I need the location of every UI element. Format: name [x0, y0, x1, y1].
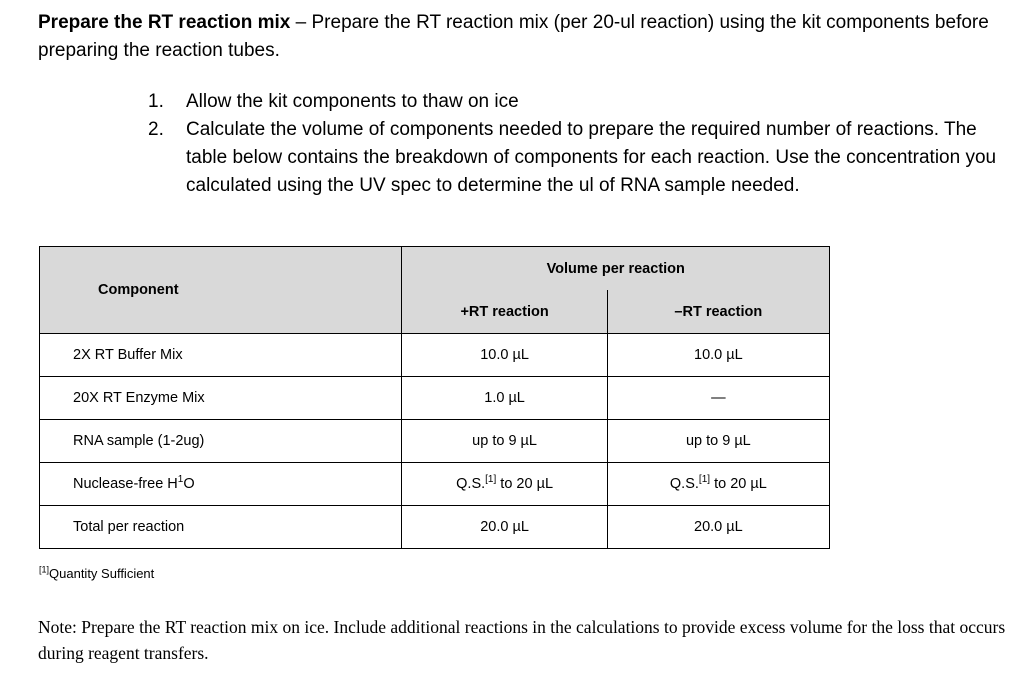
minus-rt-cell: 20.0 µL — [607, 506, 829, 549]
value-text: Q.S. — [669, 476, 699, 492]
table-row — [40, 463, 830, 506]
component-cell — [40, 463, 402, 506]
table-row — [40, 506, 830, 549]
minus-rt-header: –RT reaction — [607, 290, 829, 334]
step-item — [148, 88, 1008, 116]
minus-rt-cell: up to 9 µL — [607, 420, 829, 463]
component-header: Component — [40, 247, 402, 334]
component-cell: RNA sample (1-2ug) — [40, 420, 402, 463]
footnote-text: Quantity Sufficient — [49, 566, 155, 581]
step-text: Allow the kit components to thaw on ice — [186, 91, 519, 112]
reaction-mix-table — [39, 246, 830, 549]
plus-rt-cell: up to 9 µL — [402, 420, 607, 463]
intro-text: – Prepare the RT reaction mix (per 20-ul reaction) using the kit components before preparing the reaction tubes. — [38, 12, 989, 61]
plus-rt-cell: 20.0 µL — [402, 506, 607, 549]
note-paragraph: Note: Prepare the RT reaction mix on ice. Include additional reactions in the calculations to provide excess volume for the loss that occurs during reagent transfers. — [38, 617, 1006, 663]
component-text: O — [183, 476, 195, 492]
footnote — [39, 566, 154, 581]
superscript: 1 — [177, 474, 184, 486]
step-text: Calculate the volume of components needed to prepare the required number of reactions. The table below contains the breakdown of components for each reaction. Use the concentration you calculated using the UV spec to determine the ul of RNA sample needed. — [186, 119, 997, 196]
minus-rt-cell: — — [607, 377, 829, 420]
plus-rt-cell — [402, 463, 607, 506]
intro-heading: Prepare the RT reaction mix — [38, 12, 291, 33]
value-text: to 20 µL — [710, 476, 767, 492]
table-row — [40, 377, 830, 420]
value-text: Q.S. — [456, 476, 486, 492]
footnote-ref: [1] — [698, 474, 711, 486]
steps-list — [148, 88, 1008, 200]
footnote-ref: [1] — [485, 474, 497, 486]
component-text: Nuclease-free H — [73, 476, 178, 492]
volume-header: Volume per reaction — [402, 247, 830, 291]
plus-rt-cell: 1.0 µL — [402, 377, 607, 420]
intro-paragraph — [38, 9, 1013, 65]
step-number: 2. — [148, 119, 164, 140]
step-item — [148, 116, 1008, 200]
component-cell: 2X RT Buffer Mix — [40, 334, 402, 377]
table-row — [40, 420, 830, 463]
component-cell: 20X RT Enzyme Mix — [40, 377, 402, 420]
table-row — [40, 334, 830, 377]
value-text: to 20 µL — [496, 476, 554, 492]
footnote-marker: [1] — [39, 564, 50, 575]
plus-rt-header: +RT reaction — [402, 290, 607, 334]
component-cell: Total per reaction — [40, 506, 402, 549]
step-number: 1. — [148, 91, 164, 112]
minus-rt-cell: 10.0 µL — [607, 334, 829, 377]
minus-rt-cell — [607, 463, 829, 506]
plus-rt-cell: 10.0 µL — [402, 334, 607, 377]
